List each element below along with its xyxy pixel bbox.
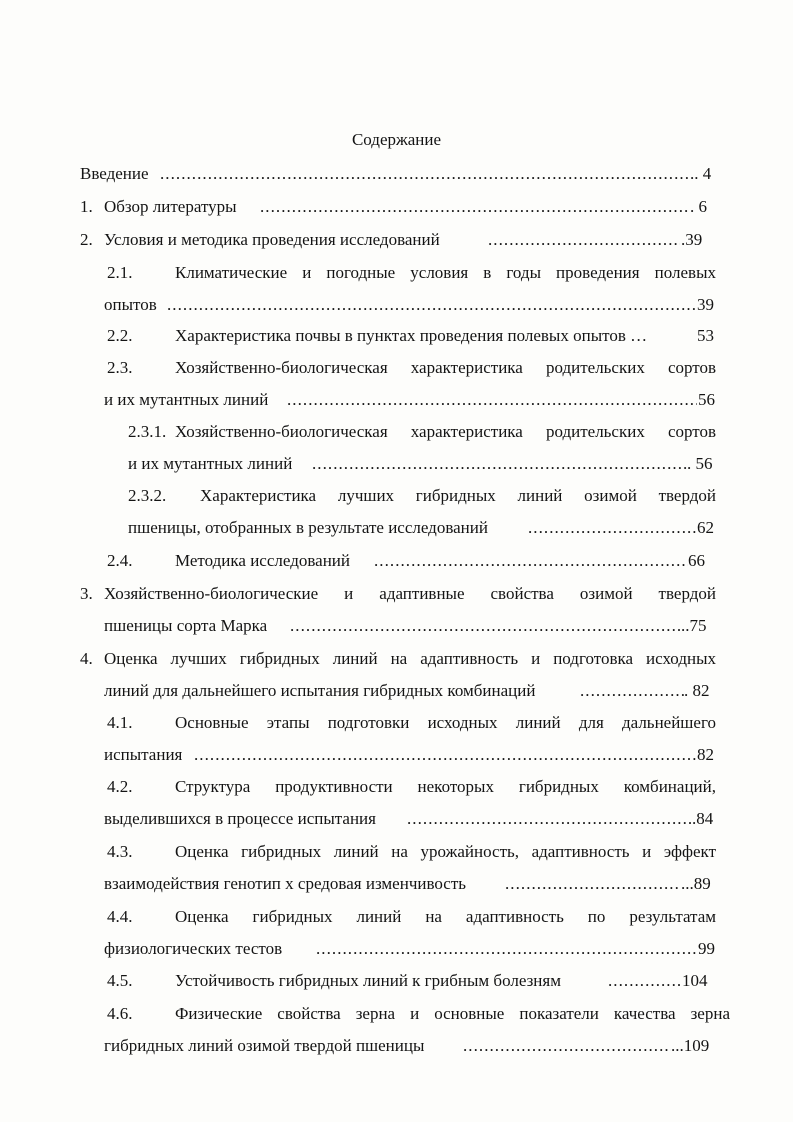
toc-entry-4-1-page: 82 bbox=[697, 745, 714, 764]
toc-entry-2-1-page: 39 bbox=[697, 295, 714, 314]
toc-entry-2-3-1-text-line1: Хозяйственно-биологическая характеристика родительских сортов bbox=[175, 422, 716, 441]
toc-entry-4-6-text-line1: Физические свойства зерна и основные показатели качества зерна bbox=[175, 1004, 730, 1023]
toc-entry-4-text-line2: линий для дальнейшего испытания гибридных комбинаций bbox=[104, 681, 536, 700]
toc-entry-2-2-page: 53 bbox=[697, 326, 714, 345]
toc-entry-4-text-line1: Оценка лучших гибридных линий на адаптивность и подготовка исходных bbox=[104, 649, 716, 668]
toc-entry-2-2-num: 2.2. bbox=[107, 326, 133, 345]
toc-entry-4-1-num: 4.1. bbox=[107, 713, 133, 732]
toc-entry-3-text-line1: Хозяйственно-биологические и адаптивные свойства озимой твердой bbox=[104, 584, 716, 603]
toc-entry-2-num: 2. bbox=[80, 230, 93, 249]
toc-entry-4-1-text-line1: Основные этапы подготовки исходных линий для дальнейшего bbox=[175, 713, 716, 732]
toc-entry-2-3-2-text-line2: пшеницы, отобранных в результате исследований bbox=[128, 518, 488, 537]
toc-entry-2-3-page: 56 bbox=[698, 390, 715, 409]
toc-entry-4-3-num: 4.3. bbox=[107, 842, 133, 861]
toc-leader-dots bbox=[608, 971, 682, 991]
toc-leader-dots bbox=[260, 197, 690, 217]
toc-entry-2-3-1-num: 2.3.1. bbox=[128, 422, 167, 441]
toc-entry-4-5-page: 104 bbox=[682, 971, 708, 990]
toc-entry-2-3-1-text-line2: и их мутантных линий bbox=[128, 454, 293, 473]
toc-entry-2-3-num: 2.3. bbox=[107, 358, 133, 377]
toc-entry-4-5-num: 4.5. bbox=[107, 971, 133, 990]
toc-entry-4-page: . 82 bbox=[684, 681, 710, 700]
toc-entry-4-2-text-line2: выделившихся в процессе испытания bbox=[104, 809, 376, 828]
toc-entry-2-3-text-line1: Хозяйственно-биологическая характеристика родительских сортов bbox=[175, 358, 716, 377]
toc-entry-2-1-num: 2.1. bbox=[107, 263, 133, 282]
page-title: Содержание bbox=[351, 130, 442, 149]
toc-entry-4-num: 4. bbox=[80, 649, 93, 668]
toc-entry-2-3-1-page: . 56 bbox=[687, 454, 713, 473]
toc-entry-4-5-text: Устойчивость гибридных линий к грибным болезням bbox=[175, 971, 561, 990]
toc-entry-4-6-num: 4.6. bbox=[107, 1004, 133, 1023]
toc-leader-dots bbox=[407, 809, 691, 829]
toc-leader-dots bbox=[287, 390, 697, 410]
toc-leader-dots bbox=[505, 874, 680, 894]
toc-entry-4-6-text-line2: гибридных линий озимой твердой пшеницы bbox=[104, 1036, 425, 1055]
toc-entry-3-text-line2: пшеницы сорта Марка bbox=[104, 616, 268, 635]
toc-entry-2-4-num: 2.4. bbox=[107, 551, 133, 570]
toc-entry-4-3-text-line1: Оценка гибридных линий на урожайность, адаптивность и эффект bbox=[175, 842, 716, 861]
toc-leader-dots bbox=[528, 518, 696, 538]
toc-entry-2-3-2-text-line1: Характеристика лучших гибридных линий озимой твердой bbox=[200, 486, 716, 505]
toc-leader-dots bbox=[488, 230, 680, 250]
toc-entry-4-4-text-line2: физиологических тестов bbox=[104, 939, 283, 958]
toc-entry-2-1-text-line2: опытов bbox=[104, 295, 157, 314]
toc-leader-dots bbox=[194, 745, 697, 765]
toc-leader-dots bbox=[316, 939, 697, 959]
toc-entry-4-4-text-line1: Оценка гибридных линий на адаптивность по результатам bbox=[175, 907, 716, 926]
toc-entry-intro-page: .. 4 bbox=[690, 164, 712, 183]
toc-entry-2-2-text: Характеристика почвы в пунктах проведения полевых опытов … bbox=[175, 326, 648, 345]
toc-entry-intro-text: Введение bbox=[80, 164, 149, 183]
toc-entry-2-3-text-line2: и их мутантных линий bbox=[104, 390, 269, 409]
toc-leader-dots bbox=[290, 616, 680, 636]
toc-entry-2-1-text-line1: Климатические и погодные условия в годы проведения полевых bbox=[175, 263, 716, 282]
toc-entry-1-page: . 6 bbox=[690, 197, 707, 216]
toc-entry-3-page: ..75 bbox=[681, 616, 707, 635]
toc-leader-dots bbox=[160, 164, 690, 184]
toc-entry-4-1-text-line2: испытания bbox=[104, 745, 183, 764]
toc-entry-4-4-page: 99 bbox=[698, 939, 715, 958]
toc-entry-3-num: 3. bbox=[80, 584, 93, 603]
toc-entry-2-page: .39 bbox=[681, 230, 703, 249]
toc-leader-dots bbox=[463, 1036, 671, 1056]
toc-entry-4-2-page: .84 bbox=[692, 809, 714, 828]
toc-leader-dots bbox=[580, 681, 684, 701]
toc-entry-1-text: Обзор литературы bbox=[104, 197, 237, 216]
toc-entry-1-num: 1. bbox=[80, 197, 93, 216]
toc-entry-2-4-text: Методика исследований bbox=[175, 551, 350, 570]
toc-leader-dots bbox=[312, 454, 687, 474]
toc-leader-dots bbox=[167, 295, 695, 315]
toc-entry-2-3-2-page: 62 bbox=[697, 518, 714, 537]
toc-entry-4-4-num: 4.4. bbox=[107, 907, 133, 926]
toc-entry-4-2-num: 4.2. bbox=[107, 777, 133, 796]
toc-entry-2-3-2-num: 2.3.2. bbox=[128, 486, 167, 505]
toc-entry-4-6-page: ...109 bbox=[671, 1036, 710, 1055]
toc-entry-4-3-text-line2: взаимодействия генотип х средовая изменчивость bbox=[104, 874, 467, 893]
toc-entry-2-4-page: 66 bbox=[688, 551, 705, 570]
toc-entry-4-2-text-line1: Структура продуктивности некоторых гибридных комбинаций, bbox=[175, 777, 716, 796]
toc-leader-dots bbox=[374, 551, 688, 571]
toc-entry-2-text: Условия и методика проведения исследований bbox=[104, 230, 440, 249]
toc-entry-4-3-page: ...89 bbox=[681, 874, 711, 893]
